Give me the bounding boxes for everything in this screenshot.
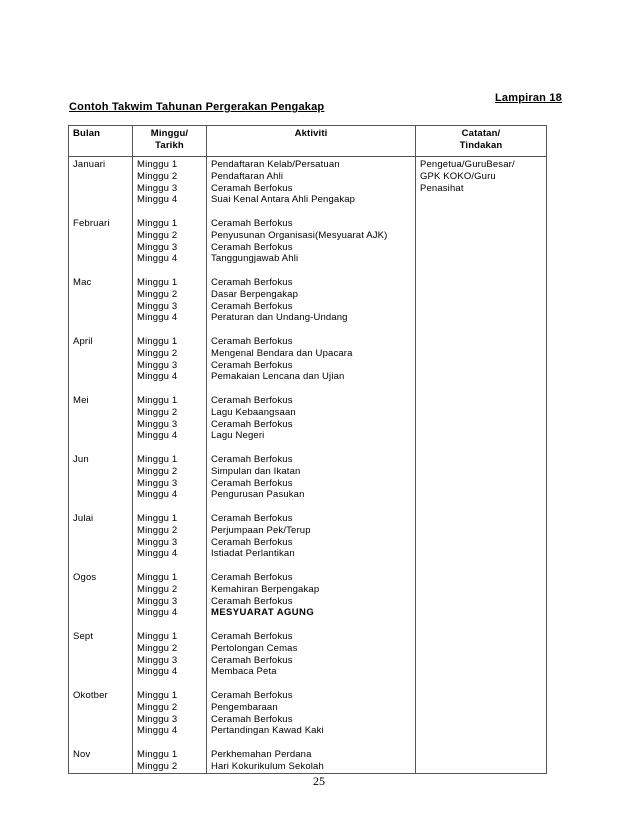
table-row xyxy=(69,570,547,629)
catatan-line: GPK KOKO/Guru xyxy=(420,170,496,182)
aktiviti-line: Ceramah Berfokus xyxy=(211,300,293,312)
column-header-catatan-line1: Catatan/ xyxy=(461,128,501,139)
aktiviti-line: Ceramah Berfokus xyxy=(211,454,293,465)
document-title: Contoh Takwim Tahunan Pergerakan Pengakap xyxy=(69,101,325,113)
minggu-line: Minggu 1 xyxy=(137,454,178,465)
aktiviti-line: MESYUARAT AGUNG xyxy=(211,607,315,619)
table-row xyxy=(69,216,547,275)
aktiviti-line: Penyusunan Organisasi(Mesyuarat AJK) xyxy=(211,229,388,241)
cell-minggu xyxy=(133,570,207,629)
minggu-line: Minggu 2 xyxy=(137,170,178,182)
catatan-line: Pengetua/GuruBesar/ xyxy=(420,159,515,170)
cell-aktiviti xyxy=(207,393,416,452)
minggu-line: Minggu 3 xyxy=(137,654,178,666)
aktiviti-line: Membaca Peta xyxy=(211,666,277,678)
cell-catatan xyxy=(416,570,547,629)
cell-bulan: Januari xyxy=(69,157,133,217)
cell-bulan: Nov xyxy=(69,747,133,774)
aktiviti-line: Ceramah Berfokus xyxy=(211,182,293,194)
cell-minggu xyxy=(133,629,207,688)
cell-minggu xyxy=(133,393,207,452)
aktiviti-line: Perkhemahan Perdana xyxy=(211,749,312,760)
minggu-line: Minggu 1 xyxy=(137,277,178,288)
aktiviti-line: Ceramah Berfokus xyxy=(211,572,293,583)
cell-catatan xyxy=(416,688,547,747)
aktiviti-line: Lagu Negeri xyxy=(211,430,265,442)
aktiviti-line: Pertandingan Kawad Kaki xyxy=(211,725,324,737)
cell-catatan xyxy=(416,511,547,570)
minggu-line: Minggu 2 xyxy=(137,642,178,654)
table-row xyxy=(69,747,547,774)
table-row xyxy=(69,511,547,570)
cell-aktiviti xyxy=(207,629,416,688)
minggu-line: Minggu 3 xyxy=(137,418,178,430)
cell-minggu xyxy=(133,216,207,275)
minggu-line: Minggu 1 xyxy=(137,690,178,701)
cell-aktiviti xyxy=(207,452,416,511)
cell-aktiviti xyxy=(207,334,416,393)
minggu-line: Minggu 2 xyxy=(137,288,178,300)
minggu-line: Minggu 2 xyxy=(137,229,178,241)
minggu-line: Minggu 1 xyxy=(137,218,178,229)
column-header-catatan-line2: Tindakan xyxy=(459,140,503,151)
aktiviti-line: Pendaftaran Ahli xyxy=(211,170,284,182)
minggu-line: Minggu 2 xyxy=(137,347,178,359)
cell-minggu xyxy=(133,452,207,511)
minggu-line: Minggu 4 xyxy=(137,725,178,737)
minggu-line: Minggu 4 xyxy=(137,548,178,560)
minggu-line: Minggu 1 xyxy=(137,631,178,642)
cell-catatan xyxy=(416,334,547,393)
minggu-line: Minggu 3 xyxy=(137,595,178,607)
minggu-line: Minggu 4 xyxy=(137,607,178,619)
cell-aktiviti xyxy=(207,511,416,570)
table-row xyxy=(69,275,547,334)
aktiviti-line: Ceramah Berfokus xyxy=(211,713,293,725)
minggu-line: Minggu 3 xyxy=(137,300,178,312)
column-header-minggu-line1: Minggu/ xyxy=(150,128,189,139)
cell-bulan: Februari xyxy=(69,216,133,275)
minggu-line: Minggu 2 xyxy=(137,524,178,536)
aktiviti-line: Dasar Berpengakap xyxy=(211,288,299,300)
aktiviti-line: Ceramah Berfokus xyxy=(211,595,293,607)
calendar-table xyxy=(68,125,547,774)
cell-aktiviti xyxy=(207,688,416,747)
cell-aktiviti xyxy=(207,216,416,275)
minggu-line: Minggu 4 xyxy=(137,489,178,501)
aktiviti-line: Ceramah Berfokus xyxy=(211,477,293,489)
cell-minggu xyxy=(133,688,207,747)
aktiviti-line: Ceramah Berfokus xyxy=(211,513,293,524)
column-header-aktiviti: Aktiviti xyxy=(207,126,416,157)
minggu-line: Minggu 4 xyxy=(137,312,178,324)
aktiviti-line: Ceramah Berfokus xyxy=(211,418,293,430)
cell-bulan: Sept xyxy=(69,629,133,688)
cell-minggu xyxy=(133,157,207,217)
minggu-line: Minggu 2 xyxy=(137,465,178,477)
minggu-line: Minggu 4 xyxy=(137,371,178,383)
aktiviti-line: Ceramah Berfokus xyxy=(211,218,293,229)
aktiviti-line: Perjumpaan Pek/Terup xyxy=(211,524,311,536)
cell-catatan xyxy=(416,452,547,511)
cell-bulan: Jun xyxy=(69,452,133,511)
aktiviti-line: Suai Kenal Antara Ahli Pengakap xyxy=(211,194,356,206)
aktiviti-line: Pemakaian Lencana dan Ujian xyxy=(211,371,345,383)
minggu-line: Minggu 4 xyxy=(137,194,178,206)
cell-minggu xyxy=(133,275,207,334)
cell-bulan: Ogos xyxy=(69,570,133,629)
minggu-line: Minggu 1 xyxy=(137,336,178,347)
table-row xyxy=(69,157,547,217)
cell-minggu xyxy=(133,747,207,774)
cell-bulan: Okotber xyxy=(69,688,133,747)
table-row xyxy=(69,452,547,511)
table-row xyxy=(69,629,547,688)
aktiviti-line: Istiadat Perlantikan xyxy=(211,548,295,560)
aktiviti-line: Hari Kokurikulum Sekolah xyxy=(211,760,324,772)
aktiviti-line: Mengenal Bendara dan Upacara xyxy=(211,347,353,359)
cell-catatan xyxy=(416,275,547,334)
minggu-line: Minggu 3 xyxy=(137,182,178,194)
cell-bulan: Julai xyxy=(69,511,133,570)
aktiviti-line: Pengurusan Pasukan xyxy=(211,489,305,501)
cell-catatan xyxy=(416,216,547,275)
table-row xyxy=(69,688,547,747)
minggu-line: Minggu 1 xyxy=(137,395,178,406)
cell-catatan xyxy=(416,157,547,217)
minggu-line: Minggu 1 xyxy=(137,513,178,524)
table-row xyxy=(69,393,547,452)
table-header-row xyxy=(69,126,547,157)
appendix-label: Lampiran 18 xyxy=(494,92,562,104)
table-body xyxy=(69,157,547,774)
aktiviti-line: Pengembaraan xyxy=(211,701,278,713)
minggu-line: Minggu 2 xyxy=(137,760,178,772)
aktiviti-line: Lagu Kebaangsaan xyxy=(211,406,296,418)
catatan-line: Penasihat xyxy=(420,182,464,194)
cell-catatan xyxy=(416,629,547,688)
minggu-line: Minggu 4 xyxy=(137,430,178,442)
cell-aktiviti xyxy=(207,157,416,217)
aktiviti-line: Pertolongan Cemas xyxy=(211,642,298,654)
page-number: 25 xyxy=(313,774,325,788)
aktiviti-line: Pendaftaran Kelab/Persatuan xyxy=(211,159,340,170)
column-header-bulan: Bulan xyxy=(69,126,133,157)
aktiviti-line: Ceramah Berfokus xyxy=(211,631,293,642)
table-row xyxy=(69,334,547,393)
column-header-catatan xyxy=(416,126,547,157)
minggu-line: Minggu 3 xyxy=(137,359,178,371)
minggu-line: Minggu 2 xyxy=(137,701,178,713)
minggu-line: Minggu 2 xyxy=(137,583,178,595)
aktiviti-line: Kemahiran Berpengakap xyxy=(211,583,320,595)
aktiviti-line: Ceramah Berfokus xyxy=(211,336,293,347)
minggu-line: Minggu 2 xyxy=(137,406,178,418)
minggu-line: Minggu 4 xyxy=(137,666,178,678)
minggu-line: Minggu 3 xyxy=(137,241,178,253)
minggu-line: Minggu 1 xyxy=(137,159,178,170)
cell-aktiviti xyxy=(207,747,416,774)
minggu-line: Minggu 3 xyxy=(137,477,178,489)
aktiviti-line: Ceramah Berfokus xyxy=(211,654,293,666)
aktiviti-line: Ceramah Berfokus xyxy=(211,536,293,548)
cell-aktiviti xyxy=(207,570,416,629)
aktiviti-line: Ceramah Berfokus xyxy=(211,395,293,406)
aktiviti-line: Peraturan dan Undang-Undang xyxy=(211,312,348,324)
aktiviti-line: Ceramah Berfokus xyxy=(211,241,293,253)
aktiviti-line: Ceramah Berfokus xyxy=(211,690,293,701)
minggu-line: Minggu 1 xyxy=(137,572,178,583)
aktiviti-line: Simpulan dan Ikatan xyxy=(211,465,301,477)
minggu-line: Minggu 3 xyxy=(137,536,178,548)
minggu-line: Minggu 1 xyxy=(137,749,178,760)
aktiviti-line: Tanggungjawab Ahli xyxy=(211,253,299,265)
cell-catatan xyxy=(416,747,547,774)
minggu-line: Minggu 3 xyxy=(137,713,178,725)
minggu-line: Minggu 4 xyxy=(137,253,178,265)
aktiviti-line: Ceramah Berfokus xyxy=(211,359,293,371)
cell-catatan xyxy=(416,393,547,452)
cell-bulan: Mac xyxy=(69,275,133,334)
cell-bulan: April xyxy=(69,334,133,393)
column-header-minggu-line2: Tarikh xyxy=(155,140,184,151)
aktiviti-line: Ceramah Berfokus xyxy=(211,277,293,288)
cell-aktiviti xyxy=(207,275,416,334)
column-header-minggu xyxy=(133,126,207,157)
cell-bulan: Mei xyxy=(69,393,133,452)
cell-minggu xyxy=(133,511,207,570)
cell-minggu xyxy=(133,334,207,393)
